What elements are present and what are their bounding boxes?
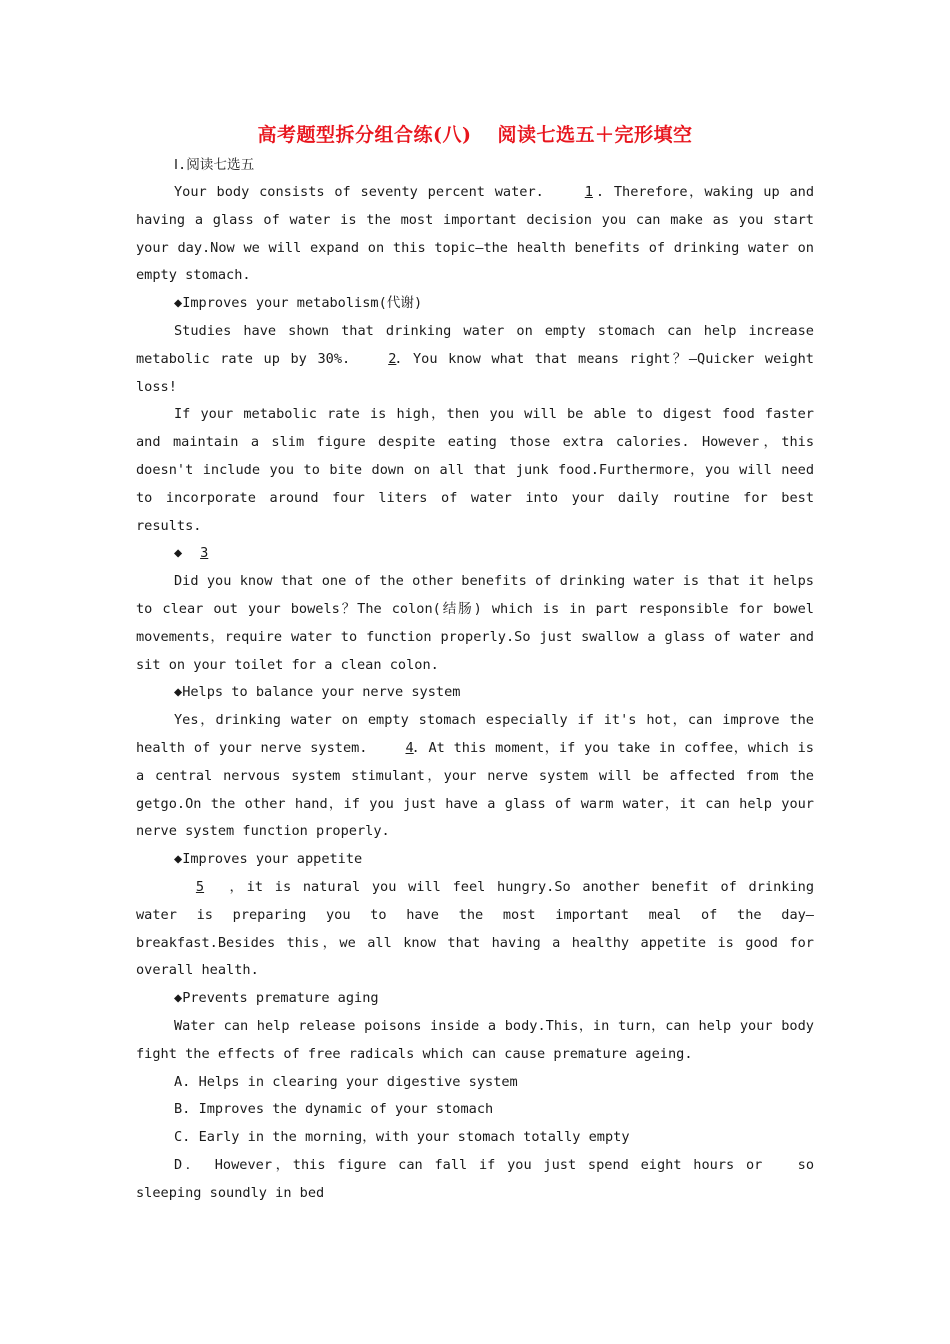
- option-a: A. Helps in clearing your digestive system: [174, 1073, 518, 1090]
- document-page: [136, 118, 823, 1207]
- title-part-2: 阅读七选五＋完形填空: [497, 124, 693, 146]
- bullet-icon: ◆: [174, 851, 183, 868]
- bullet-icon: ◆: [174, 684, 183, 701]
- blank-2: 2: [388, 350, 397, 367]
- blank-3: 3: [200, 545, 209, 562]
- paragraph-appetite: 5 ，it is natural you will feel hungry.So another benefit of drinking water is preparing you to have the most important meal of the day—breakfast.Besides this，we all know that having a healthy appetite is good for overall health.: [136, 874, 814, 985]
- paragraph-metabolism-1: Studies have shown that drinking water on empty stomach can help increase metabolic rate up by 30%. 2. You know what that means right？—Quicker weight loss!: [136, 322, 814, 395]
- bullet-icon: ◆: [174, 295, 183, 312]
- blank-5: 5: [195, 878, 205, 895]
- subheading-appetite: ◆Improves your appetite: [174, 851, 363, 868]
- intro-paragraph: Your body consists of seventy percent water. 1 . Therefore，waking up and having a glass of water is the most important decision you can make as you start your day.Now we will expand on this topic—the health benefits of drinking water on empty stomach.: [136, 179, 814, 290]
- blank-1: 1: [584, 184, 593, 200]
- subheading-blank-3: [136, 540, 814, 568]
- paragraph-metabolism-2: If your metabolic rate is high，then you will be able to digest food faster and maintain a slim figure despite eating those extra calories. However，this doesn't include you to bite down on all that junk food.Furthermore，you will need to incorporate around four liters of water into your daily routine for best results.: [136, 406, 814, 534]
- paragraph-colon: Did you know that one of the other benefits of drinking water is that it helps to clear out your bowels？The colon(结肠) which is in part responsible for bowel movements，require water to function properly.So just swallow a glass of water and sit on your toilet for a clean colon.: [136, 573, 814, 673]
- title-part-1: 高考题型拆分组合练(八): [257, 124, 472, 146]
- bullet-icon: ◆: [174, 545, 183, 562]
- subheading-aging: ◆Prevents premature aging: [174, 990, 379, 1007]
- blank-4: 4: [405, 739, 414, 756]
- bullet-icon: ◆: [174, 990, 183, 1007]
- subheading-nerve-system: ◆Helps to balance your nerve system: [174, 684, 461, 701]
- option-c: C. Early in the morning，with your stomach totally empty: [174, 1129, 630, 1146]
- option-b: B. Improves the dynamic of your stomach: [174, 1101, 494, 1118]
- section-heading: Ⅰ.阅读七选五: [174, 157, 255, 173]
- subheading-metabolism: ◆Improves your metabolism(代谢): [174, 295, 423, 312]
- paragraph-nerve-system: Yes，drinking water on empty stomach especially if it's hot，can improve the health of your nerve system. 4. At this moment，if you take in coffee，which is a central nervous system stimulant，your nerve system will be affected from the getgo.On the other hand，if you just have a glass of warm water，it can help your nerve system function properly.: [136, 712, 814, 840]
- page-title: [136, 118, 814, 152]
- option-d: D． However，this figure can fall if you just spend eight hours or so sleeping soundly in bed: [136, 1156, 823, 1201]
- paragraph-aging: Water can help release poisons inside a body.This，in turn，can help your body fight the effects of free radicals which can cause premature ageing.: [136, 1017, 814, 1062]
